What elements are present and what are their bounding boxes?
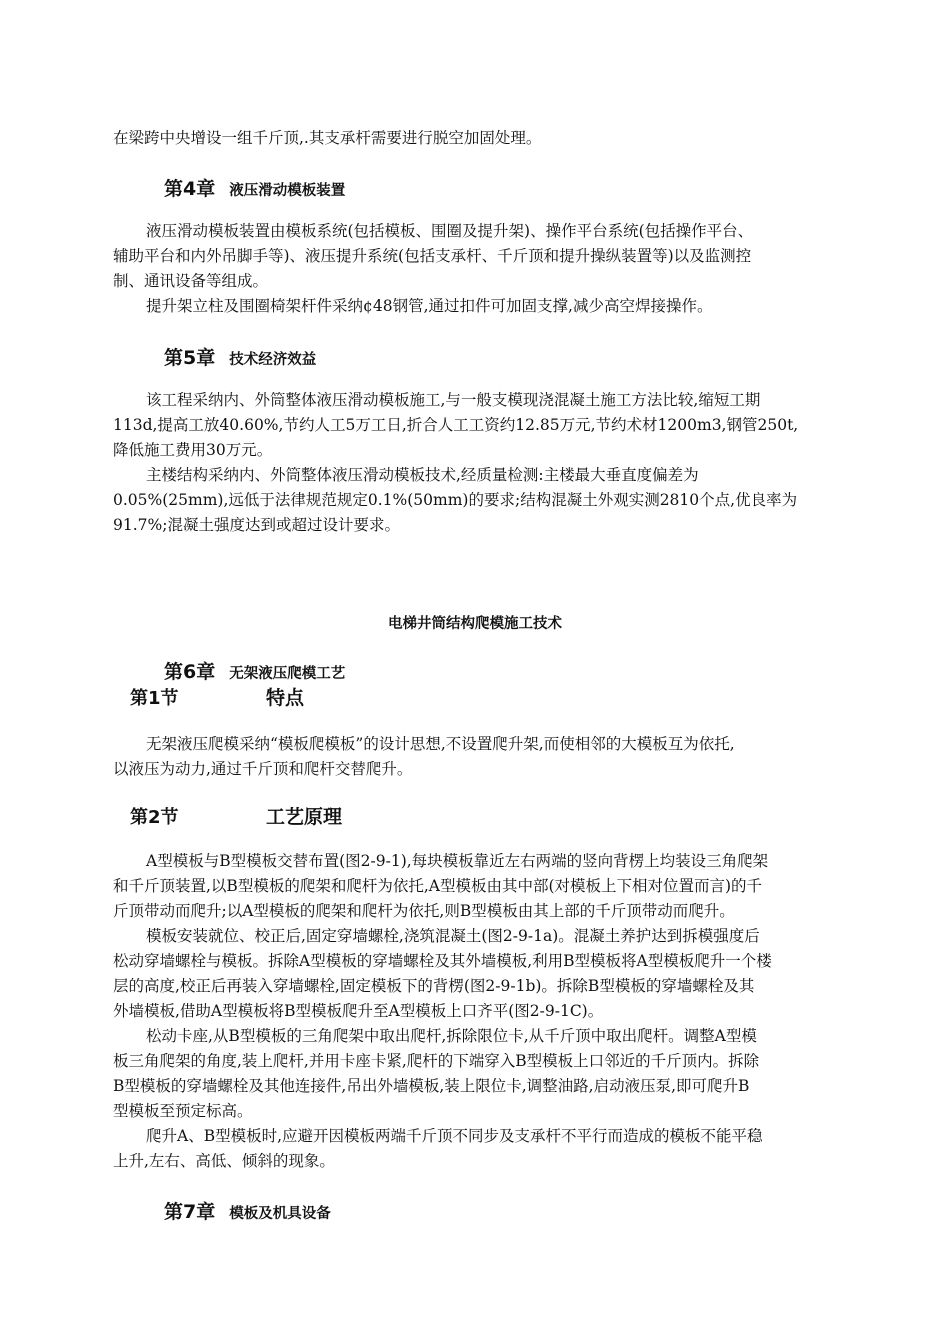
paragraph-line: 型模板至预定标高。 — [113, 1102, 253, 1120]
chapter-5-heading — [164, 343, 316, 370]
chapter-number: 第6章 — [164, 661, 216, 683]
paragraph-line: 0.05%(25mm),远低于法律规范规定0.1%(50mm)的要求;结构混凝土外观实测2810个点,优良率为 — [113, 491, 798, 509]
paragraph-line: 制、通讯设备等组成。 — [113, 272, 269, 290]
paragraph-line: 板三角爬架的角度,装上爬杆,并用卡座卡紧,爬杆的下端穿入B型模板上口邻近的千斤顶内。拆除 — [113, 1052, 760, 1070]
paragraph-line: 无架液压爬模采纳“模板爬模板”的设计思想,不设置爬升架,而使相邻的大模板互为依托, — [146, 735, 735, 753]
paragraph-line: 松动穿墙螺栓与模板。拆除A型模板的穿墙螺栓及其外墙模板,利用B型模板将A型模板爬升一个楼 — [113, 952, 772, 970]
paragraph-line: 斤顶带动而爬升;以A型模板的爬架和爬杆为依托,则B型模板由其上部的千斤顶带动而爬升。 — [113, 902, 735, 920]
paragraph-line: 以液压为动力,通过千斤顶和爬杆交替爬升。 — [113, 760, 413, 778]
paragraph-line: 松动卡座,从B型模板的三角爬架中取出爬杆,拆除限位卡,从千斤顶中取出爬杆。调整A型模 — [146, 1027, 757, 1045]
chapter-title: 无架液压爬模工艺 — [229, 666, 346, 682]
paragraph-line: 液压滑动模板装置由模板系统(包括模板、围圈及提升架)、操作平台系统(包括操作平台、 — [146, 222, 754, 240]
section-title-text: 工艺原理 — [266, 806, 343, 828]
paragraph-line: 在梁跨中央增设一组千斤顶,.其支承杆需要进行脱空加固处理。 — [113, 129, 542, 147]
paragraph-line: 层的高度,校正后再装入穿墙螺栓,固定模板下的背楞(图2-9-1b)。拆除B型模板的穿墙螺栓及其 — [113, 977, 755, 995]
section-title: 电梯井筒结构爬模施工技术 — [388, 616, 562, 632]
section-title-text: 特点 — [266, 687, 305, 709]
paragraph-line: 爬升A、B型模板时,应避开因模板两端千斤顶不同步及支承杆不平行而造成的模板不能平稳 — [146, 1127, 763, 1145]
paragraph-line: A型模板与B型模板交替布置(图2-9-1),每块模板靠近左右两端的竖向背楞上均装设三角爬架 — [146, 852, 769, 870]
paragraph-line: 上升,左右、高低、倾斜的现象。 — [113, 1152, 335, 1170]
paragraph-line: 降低施工费用30万元。 — [113, 441, 273, 459]
section-1-heading — [130, 683, 304, 710]
chapter-number: 第4章 — [164, 178, 216, 200]
paragraph-line: B型模板的穿墙螺栓及其他连接件,吊出外墙模板,装上限位卡,调整油路,启动液压泵,即可爬升B — [113, 1077, 750, 1095]
paragraph-line: 主楼结构采纳内、外筒整体液压滑动模板技术,经质量检测:主楼最大垂直度偏差为 — [146, 466, 699, 484]
chapter-title: 技术经济效益 — [229, 352, 317, 368]
paragraph-line: 和千斤顶装置,以B型模板的爬架和爬杆为依托,A型模板由其中部(对模板上下相对位置而言)的千 — [113, 877, 763, 895]
chapter-title: 模板及机具设备 — [229, 1206, 331, 1222]
section-number: 第1节 — [130, 688, 179, 709]
paragraph-line: 模板安装就位、校正后,固定穿墙螺栓,浇筑混凝土(图2-9-1a)。混凝土养护达到拆模强度后 — [146, 927, 760, 945]
paragraph-line: 该工程采纳内、外筒整体液压滑动模板施工,与一般支模现浇混凝土施工方法比较,缩短工期 — [146, 391, 761, 409]
section-number: 第2节 — [130, 807, 179, 828]
chapter-number: 第5章 — [164, 347, 216, 369]
paragraph-line: 辅助平台和内外吊脚手等)、液压提升系统(包括支承杆、千斤顶和提升操纵装置等)以及监测控 — [113, 247, 752, 265]
chapter-7-heading — [164, 1197, 331, 1224]
paragraph-line: 提升架立柱及围圈椅架杆件采纳¢48钢管,通过扣件可加固支撑,减少高空焊接操作。 — [146, 297, 713, 315]
paragraph-line: 外墙模板,借助A型模板将B型模板爬升至A型模板上口齐平(图2-9-1C)。 — [113, 1002, 604, 1020]
chapter-6-heading — [164, 657, 345, 684]
chapter-title: 液压滑动模板装置 — [229, 183, 346, 199]
chapter-number: 第7章 — [164, 1201, 216, 1223]
paragraph-line: 91.7%;混凝土强度达到或超过设计要求。 — [113, 516, 400, 534]
chapter-4-heading — [164, 174, 345, 201]
section-2-heading — [130, 802, 342, 829]
paragraph-line: 113d,提高工放40.60%,节约人工5万工日,折合人工工资约12.85万元,节约术材1200m3,钢管250t, — [113, 416, 799, 434]
